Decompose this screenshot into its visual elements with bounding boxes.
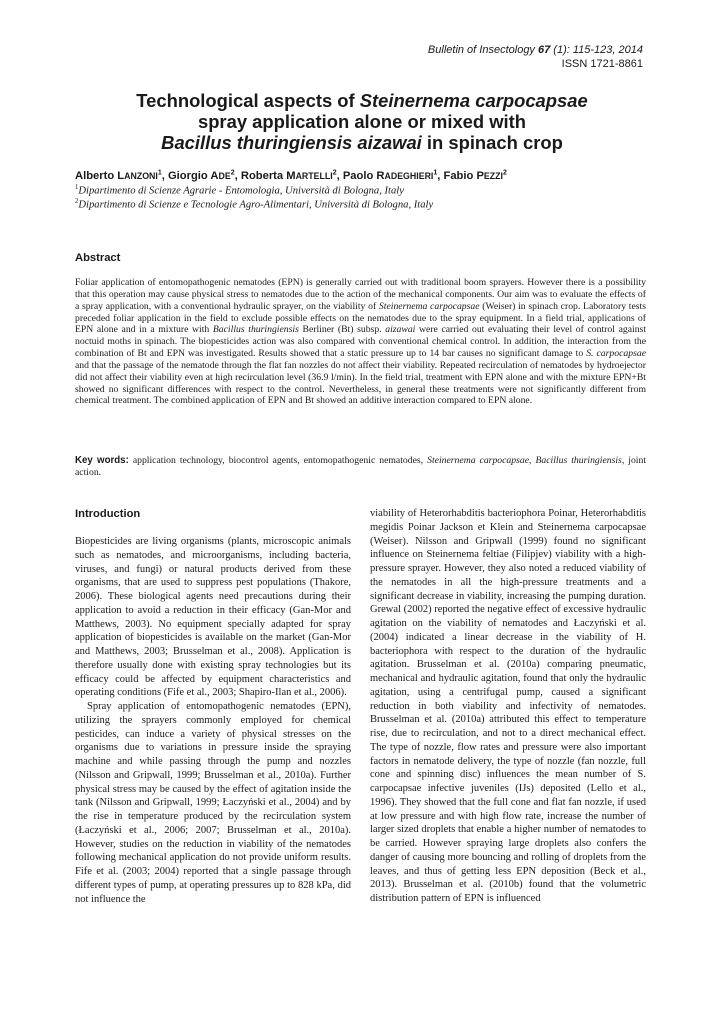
- author-name: Alberto LANZONI$^1$,: [75, 169, 168, 182]
- affiliation-number: 2: [75, 198, 79, 205]
- paper-title: [60, 90, 664, 153]
- intro-left-column: [75, 535, 351, 906]
- intro-right-column: [370, 507, 646, 906]
- title-line-2: spray application alone or mixed with: [197, 111, 527, 132]
- affiliation-2: [75, 195, 433, 212]
- title-text: in spinach crop: [421, 132, 563, 153]
- title-line-3: [60, 132, 664, 153]
- keywords: Key words: application technology, biocontrol agents, entomopathogenic nematodes, Steinernema carpocapsae, Bacillus thuringiensis, joint action.: [75, 455, 647, 478]
- abstract-heading: Abstract: [75, 252, 121, 264]
- keywords-label: Key words:: [75, 455, 129, 466]
- author-name: Giorgio ADE$^2$,: [167, 169, 241, 182]
- title-species: Bacillus thuringiensis aizawai: [161, 132, 422, 153]
- journal-citation: [428, 43, 643, 57]
- journal-issn: ISSN 1721-8861: [561, 58, 643, 70]
- author-name: Paolo RADEGHIERI$^1$,: [342, 169, 444, 182]
- abstract-body: Foliar application of entomopathogenic nematodes (EPN) is generally carried out with traditional boom sprayers. However there is a possibility that this operation may cause physical stress to nematodes due to the action of the mechanical components. Our aim was to evaluate the effects of a spray application, with a conventional hydraulic sprayer, on the viability of Steinernema carpocapsae (Weiser) in spinach crop. Laboratory tests preceded foliar application in the field to exclude possible effects on the nematodes due to the spray equipment. In a field trial, applications of EPN alone and in a mixture with Bacillus thuringiensis Berliner (Bt) subsp. aizawai were carried out evaluating their level of control against noctuid moths in spinach. The biopesticides action was also compared with conventional chemical control. In addition, the interaction from the combination of Bt and EPN was investigated. Results showed that a static pressure up to 14 bar causes no significant damage to S. carpocapsae and that the passage of the nematode through the flat fan nozzles do not affect their viability. Repeated recirculation of nematodes by hydroejector did not affect their viability even at high recirculation level (36.9 l/min). In the field trial, treatment with EPN alone and with the mixture EPN+Bt showed no significant differences with respect to the control. Nevertheless, in general these treatments were not significantly different from chemical treatment. The combined application of EPN and Bt showed an additive interaction compared to EPN alone.: [75, 277, 647, 407]
- title-species: Steinernema carpocapsae: [359, 90, 588, 111]
- title-line-1: [60, 90, 664, 111]
- journal-issue: (1): 115-123, 2014: [550, 44, 643, 56]
- intro-paragraph: Biopesticides are living organisms (plants, microscopic animals such as nematodes, and microorganisms, including bacteria, viruses, and fungi) or natural products derived from these organisms, that are used to suppress pest populations (Thakore, 2006). These biological agents need precautions during their application to avoid a reduction in their efficacy (Gan-Mor and Matthews, 2003). No equipment specially adapted for spray application of biopesticides is available on the market (Gan-Mor and Matthews, 2003; Brusselman et al., 2008). Application is therefore usually done with existing spray technologies but its efficacy could be affected by equipment characteristics and operating conditions (Fife et al., 2003; Shapiro-Ilan et al., 2006).: [75, 536, 351, 699]
- affiliation-text: Dipartimento di Scienze Agrarie - Entomologia, Università di Bologna, Italy: [78, 185, 404, 197]
- title-text: Technological aspects of: [136, 90, 360, 111]
- author-name: Fabio PEZZI$^2$: [443, 169, 507, 182]
- introduction-heading: Introduction: [75, 508, 141, 520]
- author-name: Roberta MARTELLI$^2$,: [240, 169, 343, 182]
- affiliation-text: Dipartimento di Scienze e Tecnologie Agro-Alimentari, Università di Bologna, Italy: [78, 199, 434, 211]
- intro-paragraph: viability of Heterorhabditis bacteriophora Poinar, Heterorhabditis megidis Poinar Jackson et Klein and Steinernema carpocapsae (Weiser). Nilsson and Gripwall (1999) found no significant influence on Steinernema feltiae (Filipjev) viability with a high-pressure sprayer. However, they also noted a reduced viability of the nematodes in all the high-pressure treatments and a significant decrease in viability, increasing the pumping duration. Grewal (2002) reported the negative effect of excessive hydraulic agitation on the viability of nematodes and Łaczyński et al. (2004) indicated a linear decrease in the viability of H. bacteriophora with respect to the duration of the hydraulic agitation. Brusselman et al. (2010a) comparing pneumatic, mechanical and hydraulic agitation, found that only the hydraulic agitation, using a centrifugal pump, caused a significant reduction in both viability and infectivity of nematodes. Brusselman et al. (2010a) attributed this effect to temperature rise, due to recirculation, and not to a direct mechanical effect. The type of nozzle, flow rates and pressure were also important factors in nematode delivery, the type of nozzle (fan nozzle, full cone and spinning disc) influences the mean number of S. carpocapsae infective juveniles (IJs) deposited (Lello et al., 1996). They showed that the full cone and flat fan nozzle, if used at low pressure and with high flow rate, increase the number of larger sized droplets that enable a higher number of nematodes to be carried. However spraying large droplets also confers the danger of causing more bouncing and rolling of droplets from the leaves, and thus of getting less EPN deposition (Beck et al., 2013). Brusselman et al. (2010b) found that the volumetric distribution pattern of EPN is influenced: [370, 508, 646, 904]
- journal-volume: 67: [538, 44, 551, 56]
- intro-paragraph: Spray application of entomopathogenic nematodes (EPN), utilizing the sprayers commonly employed for chemical pesticides, can induce a variety of physical stresses on the organisms due to variations in pressure inside the spraying machine and while passing through the pump and nozzles (Nilsson and Gripwall, 1999; Brusselman et al., 2010a). Further physical stress may be caused by the effect of agitation inside the tank (Nilsson and Gripwall, 1999; Łaczyński et al., 2004) and by the rise in temperature produced by the recirculation system (Łaczyński et al., 2006; 2007; Brusselman et al., 2010a). However, studies on the reduction in viability of the nematodes following mechanical application do not provide uniform results. Fife et al. (2003; 2004) reported that a single passage through different types of pump, at operating pressures up to 828 kPa, did not influence the: [75, 701, 351, 905]
- affiliation-number: 1: [75, 184, 79, 191]
- journal-name: Bulletin of Insectology: [427, 44, 538, 56]
- journal-header: [428, 43, 643, 71]
